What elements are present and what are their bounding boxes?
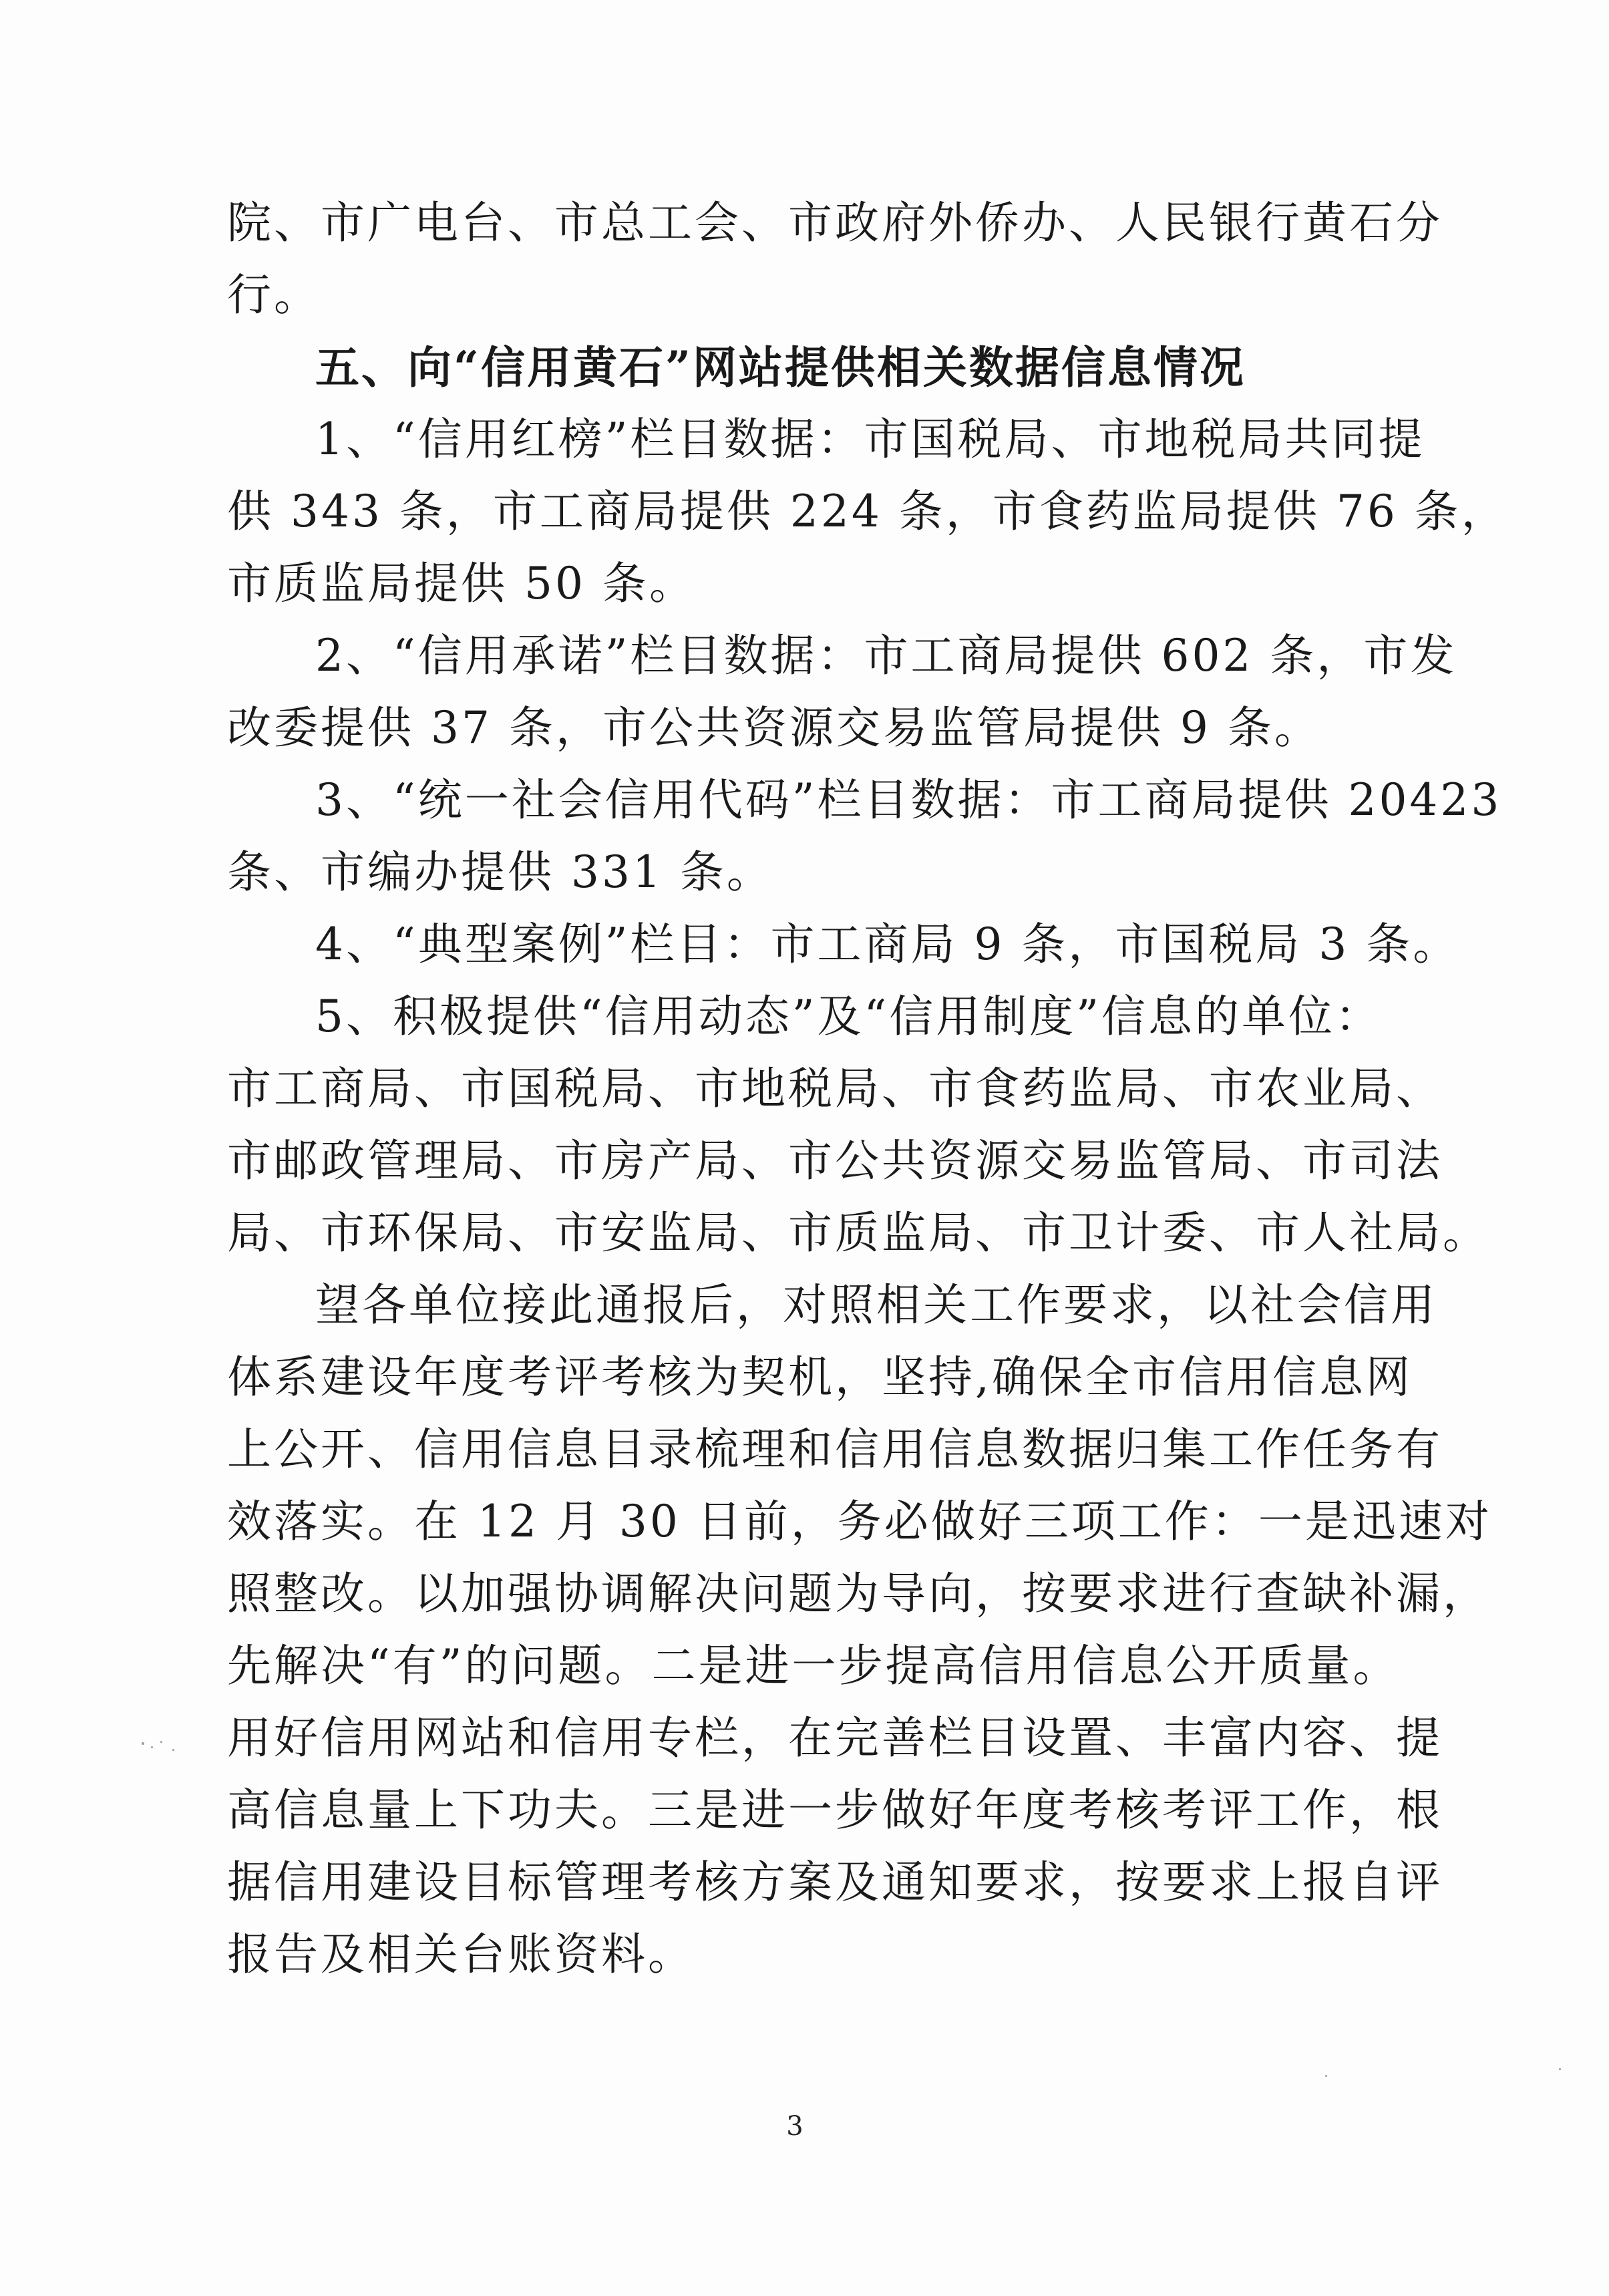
scan-speck (142, 1742, 144, 1745)
text-line: 局、市环保局、市安监局、市质监局、市卫计委、市人社局。 (227, 1207, 1489, 1259)
document-body (227, 187, 1508, 1991)
scan-speck (151, 1746, 153, 1748)
text-line: 2、“信用承诺”栏目数据：市工商局提供 602 条，市发 (315, 630, 1457, 681)
section-heading: 五、向“信用黄石”网站提供相关数据信息情况 (315, 341, 1246, 393)
text-line: 用好信用网站和信用专栏，在完善栏目设置、丰富内容、提 (227, 1712, 1443, 1764)
text-line: 报告及相关台账资料。 (227, 1929, 695, 1980)
scan-speck (1325, 2075, 1327, 2077)
scan-speck (172, 1749, 174, 1751)
text-line: 据信用建设目标管理考核方案及通知要求，按要求上报自评 (227, 1856, 1443, 1908)
text-line: 先解决“有”的问题。二是进一步提高信用信息公开质量。 (227, 1640, 1400, 1691)
text-line: 望各单位接此通报后，对照相关工作要求，以社会信用 (315, 1279, 1437, 1331)
text-line: 行。 (227, 269, 321, 321)
text-line: 5、积极提供“信用动态”及“信用制度”信息的单位： (315, 991, 1382, 1042)
text-line: 供 343 条，市工商局提供 224 条，市食药监局提供 76 条， (227, 486, 1508, 537)
text-line: 照整改。以加强协调解决问题为导向，按要求进行查缺补漏， (227, 1568, 1489, 1619)
text-line: 改委提供 37 条，市公共资源交易监管局提供 9 条。 (227, 702, 1321, 754)
text-line: 4、“典型案例”栏目：市工商局 9 条，市国税局 3 条。 (315, 919, 1460, 970)
text-line: 市工商局、市国税局、市地税局、市食药监局、市农业局、 (227, 1063, 1443, 1114)
text-line: 3、“统一社会信用代码”栏目数据：市工商局提供 20423 (315, 774, 1502, 826)
text-line: 市质监局提供 50 条。 (227, 558, 696, 609)
text-line: 体系建设年度考评考核为契机，坚持,确保全市信用信息网 (227, 1351, 1413, 1403)
text-line: 效落实。在 12 月 30 日前，务必做好三项工作：一是迅速对 (227, 1496, 1492, 1547)
text-line: 1、“信用红榜”栏目数据：市国税局、市地税局共同提 (315, 414, 1425, 465)
text-line: 市邮政管理局、市房产局、市公共资源交易监管局、市司法 (227, 1135, 1443, 1186)
text-line: 院、市广电台、市总工会、市政府外侨办、人民银行黄石分 (227, 197, 1443, 249)
text-line: 高信息量上下功夫。三是进一步做好年度考核考评工作，根 (227, 1784, 1443, 1836)
text-line: 条、市编办提供 331 条。 (227, 846, 773, 898)
page-number: 3 (786, 2111, 803, 2142)
text-line: 上公开、信用信息目录梳理和信用信息数据归集工作任务有 (227, 1424, 1443, 1475)
scan-speck (1559, 2068, 1561, 2070)
scan-speck (160, 1741, 162, 1743)
